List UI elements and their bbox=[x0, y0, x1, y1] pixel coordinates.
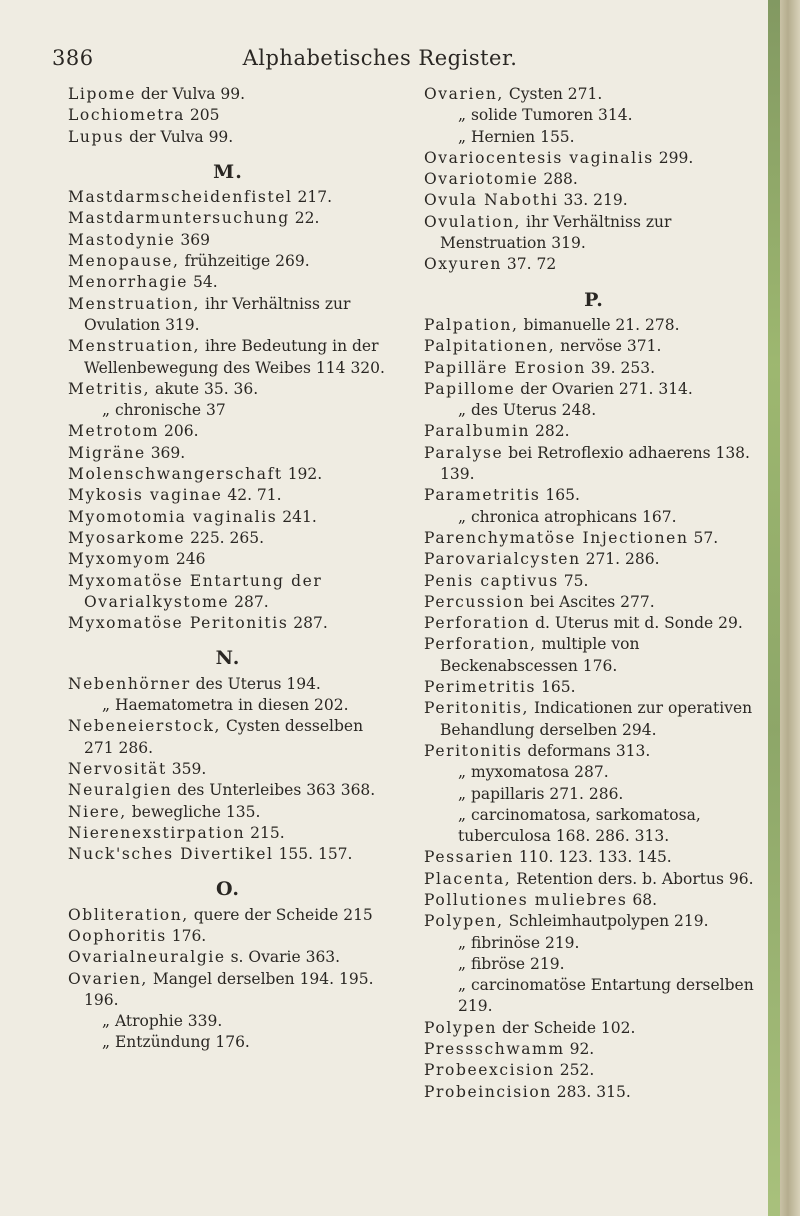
index-keyword: Papilläre Erosion bbox=[424, 358, 586, 377]
index-keyword: Ovula Nabothi bbox=[424, 191, 559, 210]
index-references: 271. 286. bbox=[580, 550, 660, 569]
index-entry bbox=[68, 464, 388, 485]
section-letter: P. bbox=[584, 288, 604, 311]
index-references: der Vulva 99. bbox=[135, 85, 246, 103]
index-references: 217. bbox=[292, 188, 333, 207]
index-keyword: Nebeneierstock, bbox=[68, 717, 222, 736]
index-keyword: Myomotomia vaginalis bbox=[68, 507, 278, 526]
index-entry bbox=[68, 716, 388, 759]
index-entry bbox=[68, 802, 388, 823]
index-entry bbox=[68, 823, 388, 844]
index-entry bbox=[424, 190, 764, 211]
index-entry bbox=[68, 905, 388, 926]
index-references: 206. bbox=[159, 422, 199, 441]
index-entry bbox=[68, 485, 388, 506]
index-entry bbox=[424, 634, 764, 677]
index-references: 369 bbox=[175, 230, 210, 249]
index-keyword: Myxomatöse Entartung der Ovarialkystome bbox=[68, 571, 323, 611]
index-keyword: Pressschwamm bbox=[424, 1040, 565, 1059]
index-references: d. Uterus mit d. Sonde 29. bbox=[530, 614, 743, 633]
index-entry bbox=[424, 443, 764, 486]
index-subentry: „ Atrophie 339. bbox=[102, 1012, 223, 1031]
index-keyword: Percussion bbox=[424, 592, 526, 611]
index-references: ihr Verhältniss zur Ovulation 319. bbox=[84, 294, 351, 334]
index-entry bbox=[424, 421, 764, 442]
index-keyword: Menstruation, bbox=[68, 337, 201, 356]
index-keyword: Niere, bbox=[68, 802, 127, 821]
index-keyword: Placenta, bbox=[424, 869, 512, 888]
index-keyword: Molenschwangerschaft bbox=[68, 465, 283, 484]
index-references: Cysten 271. bbox=[503, 85, 603, 103]
index-keyword: Lochiometra bbox=[68, 106, 185, 125]
index-keyword: Palpation, bbox=[424, 315, 519, 334]
index-entry bbox=[68, 507, 388, 528]
index-entry bbox=[424, 84, 764, 105]
index-references: Schleimhautpolypen 219. bbox=[503, 912, 709, 931]
index-entry bbox=[424, 1018, 764, 1039]
index-entry bbox=[424, 254, 764, 275]
index-keyword: Migräne bbox=[68, 443, 146, 462]
index-entry bbox=[424, 911, 764, 932]
index-entry bbox=[424, 592, 764, 613]
index-subentry: „ chronische 37 bbox=[102, 401, 226, 420]
index-subentry: „ des Uterus 248. bbox=[458, 401, 597, 420]
index-keyword: Mastdarmscheidenfistel bbox=[68, 188, 293, 207]
index-references: 165. bbox=[540, 486, 580, 505]
index-references: 215. bbox=[245, 823, 285, 842]
index-references: 22. bbox=[289, 209, 320, 228]
index-column-right bbox=[424, 84, 764, 1103]
index-entry bbox=[68, 528, 388, 549]
index-references: 252. bbox=[554, 1061, 595, 1080]
index-entry bbox=[68, 105, 388, 126]
index-keyword: Metritis, bbox=[68, 379, 151, 398]
index-keyword: Mykosis vaginae bbox=[68, 486, 223, 505]
index-keyword: Lipome bbox=[68, 85, 136, 103]
index-references: 287. bbox=[288, 614, 328, 633]
index-keyword: Myxomyom bbox=[68, 550, 171, 569]
section-letter: M. bbox=[213, 160, 243, 183]
index-entry bbox=[424, 358, 764, 379]
index-keyword: Nervosität bbox=[68, 759, 167, 778]
index-entry bbox=[424, 890, 764, 911]
index-keyword: Ovariotomie bbox=[424, 170, 539, 189]
index-entry bbox=[424, 741, 764, 762]
index-keyword: Perforation, bbox=[424, 635, 537, 654]
index-entry bbox=[424, 698, 764, 741]
index-keyword: Nierenexstirpation bbox=[68, 823, 246, 842]
index-entry bbox=[424, 847, 764, 868]
index-entry bbox=[68, 613, 388, 634]
index-entry bbox=[68, 759, 388, 780]
index-keyword: Ovariocentesis vaginalis bbox=[424, 148, 654, 167]
index-keyword: Parovarialcysten bbox=[424, 550, 581, 569]
index-keyword: Ovarien, bbox=[68, 969, 148, 988]
index-keyword: Parenchymatöse Injectionen bbox=[424, 528, 689, 547]
index-references: bei Retroflexio adhaerens 138. 139. bbox=[440, 443, 750, 484]
index-entry bbox=[68, 549, 388, 570]
index-entry bbox=[68, 208, 388, 229]
index-references: der Scheide 102. bbox=[497, 1018, 636, 1037]
index-references: 225. 265. bbox=[185, 528, 265, 547]
index-references: 110. 123. 133. 145. bbox=[513, 848, 672, 867]
index-references: 57. bbox=[688, 528, 719, 547]
index-keyword: Menorrhagie bbox=[68, 273, 189, 292]
index-references: 369. bbox=[145, 443, 186, 462]
index-references: Cysten desselben 271 286. bbox=[84, 717, 364, 757]
index-keyword: Paralyse bbox=[424, 443, 504, 462]
index-entry bbox=[68, 230, 388, 251]
index-references: ihre Bedeutung in der Wellenbewegung des Weibes 114 320. bbox=[84, 337, 385, 377]
index-entry bbox=[424, 336, 764, 357]
index-references: 359. bbox=[166, 759, 207, 778]
index-keyword: Menstruation, bbox=[68, 294, 201, 313]
index-keyword: Probeexcision bbox=[424, 1061, 555, 1080]
index-references: der Ovarien 271. 314. bbox=[515, 379, 693, 398]
index-entry bbox=[68, 443, 388, 464]
index-entry bbox=[424, 148, 764, 169]
index-keyword: Pollutiones muliebres bbox=[424, 890, 628, 909]
index-keyword: Mastodynie bbox=[68, 230, 176, 249]
index-references: deformans 313. bbox=[522, 741, 651, 760]
index-entry bbox=[424, 212, 764, 255]
index-keyword: Paralbumin bbox=[424, 422, 531, 441]
index-keyword: Probeincision bbox=[424, 1082, 552, 1101]
index-keyword: Ovarialneuralgie bbox=[68, 948, 226, 967]
index-entry bbox=[424, 169, 764, 190]
index-keyword: Ovarien, bbox=[424, 85, 504, 103]
index-subentry: „ Haematometra in diesen 202. bbox=[102, 696, 349, 715]
index-references: 42. 71. bbox=[222, 486, 282, 505]
index-subentry: „ myxomatosa 287. bbox=[458, 763, 609, 782]
index-references: quere der Scheide 215 bbox=[188, 905, 373, 924]
page-edge-strip bbox=[768, 0, 780, 1216]
index-keyword: Obliteration, bbox=[68, 905, 189, 924]
index-entry bbox=[68, 844, 388, 865]
index-entry bbox=[68, 947, 388, 968]
index-entry bbox=[424, 869, 764, 890]
section-letter: N. bbox=[215, 647, 241, 670]
index-subentry: „ chronica atrophicans 167. bbox=[458, 507, 677, 526]
index-references: bimanuelle 21. 278. bbox=[518, 315, 680, 334]
index-references: Mangel derselben 194. 195. 196. bbox=[84, 969, 374, 1009]
index-references: 75. bbox=[558, 571, 589, 590]
index-entry bbox=[424, 315, 764, 336]
index-references: nervöse 371. bbox=[555, 337, 662, 356]
page-header bbox=[0, 46, 760, 80]
index-entry bbox=[68, 251, 388, 272]
index-keyword: Polypen, bbox=[424, 912, 504, 931]
index-references: 205 bbox=[184, 106, 220, 125]
index-keyword: Ovulation, bbox=[424, 212, 522, 231]
index-references: 176. bbox=[166, 926, 207, 945]
index-keyword: Metrotom bbox=[68, 422, 160, 441]
index-keyword: Myxomatöse Peritonitis bbox=[68, 614, 289, 633]
index-references: frühzeitige 269. bbox=[179, 252, 310, 271]
index-entry bbox=[424, 528, 764, 549]
page-number: 386 bbox=[52, 46, 94, 70]
index-entry bbox=[68, 272, 388, 293]
index-keyword: Parametritis bbox=[424, 486, 541, 505]
index-subentry: „ fibröse 219. bbox=[458, 954, 565, 973]
index-entry bbox=[68, 294, 388, 337]
index-references: s. Ovarie 363. bbox=[225, 948, 341, 967]
index-references: 54. bbox=[188, 273, 218, 292]
index-entry bbox=[68, 969, 388, 1012]
index-entry bbox=[424, 677, 764, 698]
index-entry bbox=[424, 379, 764, 400]
index-references: des Unterleibes 363 368. bbox=[172, 781, 376, 800]
index-entry bbox=[424, 549, 764, 570]
index-keyword: Myosarkome bbox=[68, 528, 186, 547]
index-references: des Uterus 194. bbox=[190, 674, 321, 693]
index-references: 33. 219. bbox=[558, 191, 628, 210]
book-binding-edge bbox=[780, 0, 800, 1216]
index-subentry: „ carcinomatöse Entartung derselben 219. bbox=[458, 976, 754, 1016]
index-references: 37. 72 bbox=[501, 255, 557, 274]
index-keyword: Nebenhörner bbox=[68, 674, 191, 693]
index-keyword: Pessarien bbox=[424, 848, 514, 867]
section-letter: O. bbox=[215, 878, 241, 901]
index-references: 299. bbox=[653, 148, 694, 167]
index-references: 241. bbox=[277, 507, 317, 526]
index-references: 92. bbox=[564, 1040, 595, 1059]
index-references: 68. bbox=[627, 890, 657, 909]
index-references: ihr Verhältniss zur Menstruation 319. bbox=[440, 212, 672, 253]
index-entry bbox=[68, 780, 388, 801]
index-references: 39. 253. bbox=[586, 358, 656, 377]
index-keyword: Palpitationen, bbox=[424, 337, 556, 356]
index-entry bbox=[424, 1082, 764, 1103]
index-subentry: „ papillaris 271. 286. bbox=[458, 784, 624, 803]
index-entry bbox=[68, 379, 388, 400]
index-keyword: Neuralgien bbox=[68, 781, 173, 800]
index-entry bbox=[68, 336, 388, 379]
index-entry bbox=[68, 127, 388, 148]
index-entry bbox=[68, 674, 388, 695]
index-entry bbox=[68, 84, 388, 105]
index-references: Retention ders. b. Abortus 96. bbox=[511, 869, 754, 888]
index-references: 246 bbox=[171, 550, 206, 569]
running-title: Alphabetisches Register. bbox=[242, 46, 518, 70]
index-keyword: Menopause, bbox=[68, 252, 180, 271]
index-entry bbox=[424, 571, 764, 592]
index-keyword: Oophoritis bbox=[68, 926, 167, 945]
index-subentry: „ solide Tumoren 314. bbox=[458, 106, 633, 125]
index-entry bbox=[424, 1060, 764, 1081]
index-subentry: „ Entzündung 176. bbox=[102, 1033, 250, 1052]
index-entry bbox=[68, 571, 388, 614]
index-references: bei Ascites 277. bbox=[525, 592, 655, 611]
index-keyword: Nuck'sches Divertikel bbox=[68, 845, 274, 864]
index-subentry: „ fibrinöse 219. bbox=[458, 933, 580, 952]
index-references: 192. bbox=[282, 465, 323, 484]
index-references: bewegliche 135. bbox=[126, 802, 261, 821]
index-subentry: „ carcinomatosa, sarkomatosa, tuberculosa 168. 286. 313. bbox=[458, 805, 701, 846]
index-keyword: Oxyuren bbox=[424, 255, 502, 274]
index-keyword: Perimetritis bbox=[424, 678, 537, 697]
index-entry bbox=[424, 485, 764, 506]
index-keyword: Polypen bbox=[424, 1018, 498, 1037]
index-references: 165. bbox=[536, 678, 576, 697]
index-references: 283. 315. bbox=[551, 1082, 631, 1101]
index-keyword: Lupus bbox=[68, 127, 125, 146]
index-keyword: Penis captivus bbox=[424, 571, 559, 590]
index-references: 288. bbox=[538, 170, 578, 189]
index-keyword: Mastdarmuntersuchung bbox=[68, 209, 290, 228]
index-keyword: Papillome bbox=[424, 379, 516, 398]
index-entry bbox=[68, 187, 388, 208]
index-references: 287. bbox=[229, 592, 269, 611]
index-keyword: Peritonitis, bbox=[424, 699, 530, 718]
index-entry bbox=[68, 421, 388, 442]
index-references: Indicationen zur operativen Behandlung derselben 294. bbox=[440, 699, 753, 739]
index-column-left bbox=[68, 84, 388, 1054]
index-keyword: Peritonitis bbox=[424, 741, 523, 760]
index-entry bbox=[68, 926, 388, 947]
index-references: der Vulva 99. bbox=[124, 127, 234, 146]
index-references: 155. 157. bbox=[273, 845, 353, 864]
index-references: multiple von Beckenabscessen 176. bbox=[440, 635, 640, 675]
index-entry bbox=[424, 1039, 764, 1060]
index-keyword: Perforation bbox=[424, 614, 531, 633]
index-subentry: „ Hernien 155. bbox=[458, 127, 575, 146]
index-references: 282. bbox=[530, 422, 570, 441]
index-references: akute 35. 36. bbox=[150, 379, 259, 398]
index-entry bbox=[424, 613, 764, 634]
